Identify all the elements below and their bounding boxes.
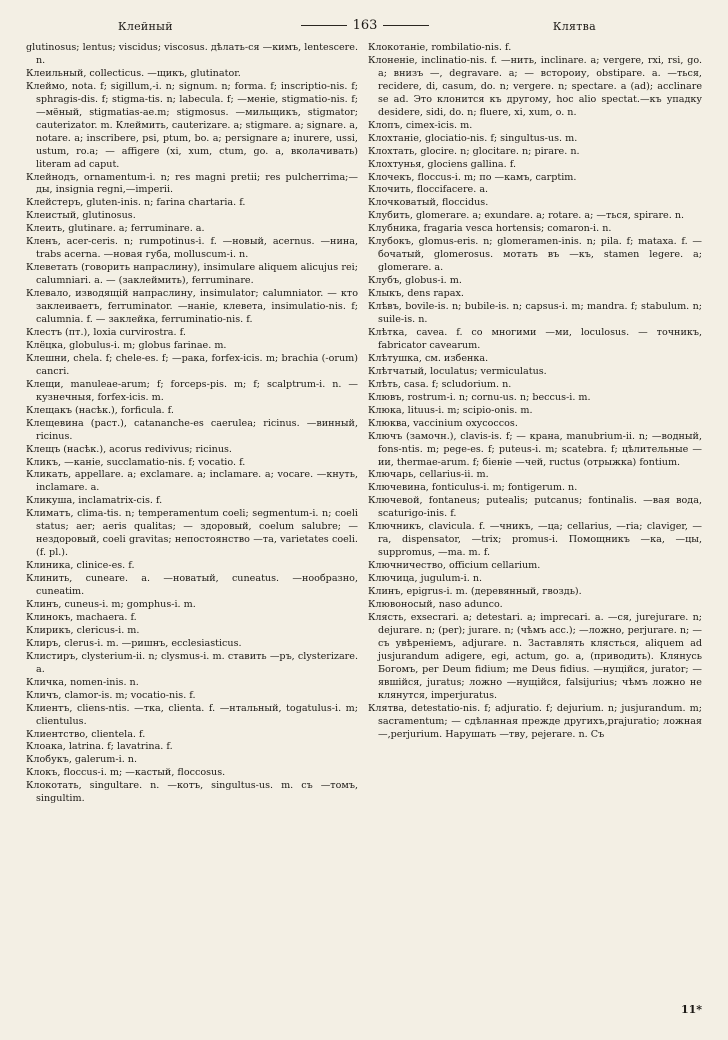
dictionary-entry: Клохтаніе, glociatio-nis. f; singultus-us. m. [368,132,578,144]
dictionary-entry: Клеильный, collecticus. —щикъ, glutinator. [26,67,241,79]
page-number: 163 [352,18,378,33]
page-number-block [26,18,704,33]
dictionary-entry: Клистиръ, clysterium-ii. n; clysmus-i. m. ставить —ръ, clysterizare. a. [26,650,358,675]
dictionary-entry: Клирикъ, clericus-i. m. [26,624,140,636]
dictionary-entry: Клеистый, glutinosus. [26,210,136,222]
dictionary-entry: Клещакъ (насѣк.), forficula. f. [26,404,174,416]
dictionary-entry: Клубокъ, glomus-eris. n; glomeramen-inis. n; pila. f; mataxa. f. —бочатый, glomerosus. мотать въ —къ, stamen legere. a; glomerare. a. [368,236,702,274]
dictionary-entry: Клещъ (насѣк.), acorus redivivus; ricinus. [26,443,232,455]
dictionary-entry: Климатъ, clima-tis. n; temperamentum coeli; segmentum-i. n; coeli status; aer; aeris qualitas; — здоровый, coelum salubre; — нездоровый, coeli gravitas; непостоянство —та, varietates coeli. (f. pl.). [26,508,358,559]
dictionary-entry: Клочекъ, floccus-i. m; по —камъ, carptim. [368,171,577,183]
dictionary-entry: Клиника, clinice-es. f. [26,560,135,572]
dictionary-entry: Клокъ, floccus-i. m; —кастый, floccosus. [26,767,226,779]
header-right-word: Клятва [552,20,596,33]
dictionary-entry: Клѣвъ, bovile-is. n; bubile-is. n; capsus-i. m; mandra. f; stabulum. n; suile-is. n. [368,301,702,326]
dictionary-entry: Клювоносый, naso adunco. [368,598,503,610]
dictionary-entry: Клѣтчатый, loculatus; vermiculatus. [368,365,547,377]
dictionary-entry: Ключникъ, clavicula. f. —чникъ, —ца; cellarius, —ria; claviger, —ra, dispensator, —trix; promus-i. Помощникъ —ка, —цы, suppromus, —ma. m. f. [368,521,702,559]
dictionary-entry: Кликать, appellare. a; exclamare. a; inclamare. a; vocare. —кнуть, inclamare. a. [26,469,358,494]
dictionary-entry: Клопъ, cimex-icis. m. [368,119,473,131]
dictionary-entry: Кликъ, —каніе, succlamatio-nis. f; vocatio. f. [26,456,246,468]
dictionary-entry: Клевало, изводящій напраслину, insimulator; calumniator. — кто заклеиваетъ, ferruminator. —наніе, клевета, insimulatio-nis. f; calumnia. f. — заклейка, ferruminatio-nis. f. [26,288,358,326]
dictionary-entry: Ключевина, fonticulus-i. m; fontigerum. n. [368,482,578,494]
dictionary-entry: Клеймо, nota. f; sigillum,-i. n; signum. n; forma. f; inscriptio-nis. f; sphragis-dis. f; stigma-tis. n; labeculа. f; —меніе, stigmatio-nis. f; —мёный, stigmatias-ae.m; stigmosus. —мильщикъ, stigmator; cauterizator. m. Клеймить, cauterizare. a; stigmare. a; signare. a, notare. a; inscribere, psi, ptum, bo. a; persignare a; inurere, ussi, ustum, ro.a; — affigere (xi, xum, ctum, go. a, вколачивать) literam ad caput. [26,80,358,170]
dictionary-entry: glutinosus; lentus; viscidus; viscosus. дѣлать-ся —кимъ, lentescere. n. [26,42,358,66]
header-rule-left [301,25,347,26]
dictionary-entry: Клѣтка, cavea. f. со многими —ми, loculosus. — точникъ, fabricator cavearum. [368,326,702,351]
dictionary-entry: Ключничество, officium cellarium. [368,560,541,572]
dictionary-entry: Клестъ (пт.), loxia curvirostra. f. [26,326,186,338]
dictionary-entry: Клятва, detestatio-nis. f; adjuratio. f; dejurium. n; jusjurandum. m; sacramentum; — сдѣланная прежде другихъ,prajuratio; ложная —,perjurium. Нарушать —тву, pejerare. n. Съ [368,702,702,740]
dictionary-entry: Ключица, jugulum-i. n. [368,573,483,585]
dictionary-entry: Клѣть, casa. f; scludorium. n. [368,378,512,390]
dictionary-entry: Клюка, lituus-i. m; scipio-onis. m. [368,404,533,416]
right-column [368,42,702,806]
dictionary-entry: Клинъ, cuneus-i. m; gomphus-i. m. [26,598,196,610]
left-column [26,42,358,806]
dictionary-entry: Клюква, vaccinium oxycoccos. [368,417,518,429]
dictionary-entry: Клокотаніе, rombilatio-nis. f. [368,42,512,53]
dictionary-entry: Клешни, chela. f; chele-es. f; —рака, forfex-icis. m; brachia (-orum) cancri. [26,352,358,377]
dictionary-entry: Клобукъ, galerum-i. n. [26,754,138,766]
dictionary-entry: Клочить, floccifacere. a. [368,184,489,196]
dictionary-entry: Клоненіе, inclinatio-nis. f. —нить, inclinare. a; vergere, rxi, rsi, go. a; внизъ —, degravare. a; — встороиу, obstipare. a. —ться, recidere, di, casum, do. n; vergere. n; spectare. a (ad); acclinare se ad. Это клонится къ другому, hoc alio spectat.—къ упадку desidere, sidi, do. n; fluere, xi, xum, o. n. [368,54,702,118]
dictionary-entry: Клёцка, globulus-i. m; globus farinae. m. [26,339,227,351]
dictionary-entry: Клеить, glutinare. a; ferruminare. a. [26,223,205,235]
dictionary-entry: Клясть, exsecrari. a; detestari. a; imprecari. a. —ся, jurejurare. n; dejurare. n; (per); jurare. n; (чѣмъ acc.); —ложно, perjurare. n; —съ увѣреніемъ, adjurare. n. Заставлять клясться, aliquem ad jusjurandum adigere, egi, actum, go. a, (приводить). Клянусь Богомъ, per Deum fidium; me Deus fidius. —нущійся, jurator; —явшійся, juratus; ложно —нущійся, falsijurius; чѣмъ ложно не клянутся, imperjuratus. [368,611,702,701]
dictionary-entry: Ключъ (замочн.), clavis-is. f; — крана, manubrium-ii. n; —водный, fons-ntis. m; pege-es. f; puteus-i. m; scatebra. f; цѣлительные —ии, thermae-arum. f; біеніе —чей, ructus (отрыжка) fontium. [368,430,702,468]
dictionary-entry: Клокотать, singultare. n. —котъ, singultus-us. m. съ —томъ, singultim. [26,780,358,805]
dictionary-entry: Клювъ, rostrum-i. n; cornu-us. n; beccus-i. m. [368,391,591,403]
header-rule-right [383,25,429,26]
dictionary-entry: Кличка, nomen-inis. n. [26,676,139,688]
dictionary-entry: Ключевой, fontaneus; putealis; putcanus; fontinalis. —вая вода, scaturigo-inis. f. [368,495,702,520]
dictionary-entry: Клиентъ, cliens-ntis. —тка, clienta. f. —нтальный, togatulus-i. m; clientulus. [26,702,358,727]
dictionary-entry: Клоака, latrina. f; lavatrina. f. [26,741,173,753]
dictionary-entry: Кликуша, inclamatrix-cis. f. [26,495,163,507]
dictionary-entry: Клубника, fragaria vesca hortensis; comaron-i. n. [368,223,612,235]
dictionary-entry: Клубить, glomerare. a; exundare. a; rotare. a; —ться, spirare. n. [368,210,685,222]
running-header [26,16,704,40]
dictionary-entry: Клеветать (говорить напраслину), insimulare aliquem alicujus rei; calumniari. a. — (заклеймить), ferruminare. [26,262,358,287]
dictionary-entry: Клиентство, clientela. f. [26,728,146,740]
dictionary-entry: Клейстеръ, gluten-inis. n; farina chartaria. f. [26,197,246,209]
dictionary-entry: Кленъ, acer-ceris. n; rumpotinus-i. f. —новый, acernus. —нина, trabs acerna. —новая губа, molluscum-i. n. [26,236,358,261]
header-left-word: Клейный [118,20,173,33]
dictionary-entry: Клубъ, globus-i. m. [368,275,462,287]
columns [26,42,704,806]
dictionary-entry: Клиръ, clerus-i. m. —ришнъ, ecclesiasticus. [26,637,242,649]
dictionary-entry: Клѣтушка, см. избенка. [368,352,489,364]
dictionary-entry: Клинить, cuneare. a. —новатый, cuneatus. —нообразно, cuneatim. [26,573,358,598]
dictionary-entry: Клохтунья, glociens gallina. f. [368,158,517,170]
dictionary-entry: Клинокъ, machaera. f. [26,611,137,623]
dictionary-entry: Клейнодъ, ornamentum-i. n; res magni pretii; res pulcherrima;—ды, insignia regni,—imperii. [26,171,358,196]
dictionary-entry: Клещевина (раст.), catananche-es caerulea; ricinus. —винный, ricinus. [26,417,358,442]
dictionary-entry: Клыкъ, dens rapax. [368,288,464,300]
dictionary-entry: Клинъ, epigrus-i. m. (деревянный, гвоздь). [368,586,582,598]
dictionary-entry: Клочковатый, floccidus. [368,197,489,209]
signature-mark: 11* [680,1003,702,1016]
dictionary-entry: Кличъ, clamor-is. m; vocatio-nis. f. [26,689,196,701]
dictionary-entry: Ключарь, cellarius-ii. m. [368,469,489,481]
dictionary-entry: Клещи, manuleae-arum; f; forceps-pis. m; f; scalptrum-i. n. — кузнечныя, forfex-icis. m. [26,378,358,403]
dictionary-entry: Клохтать, glocire. n; glocitare. n; pirare. n. [368,145,580,157]
